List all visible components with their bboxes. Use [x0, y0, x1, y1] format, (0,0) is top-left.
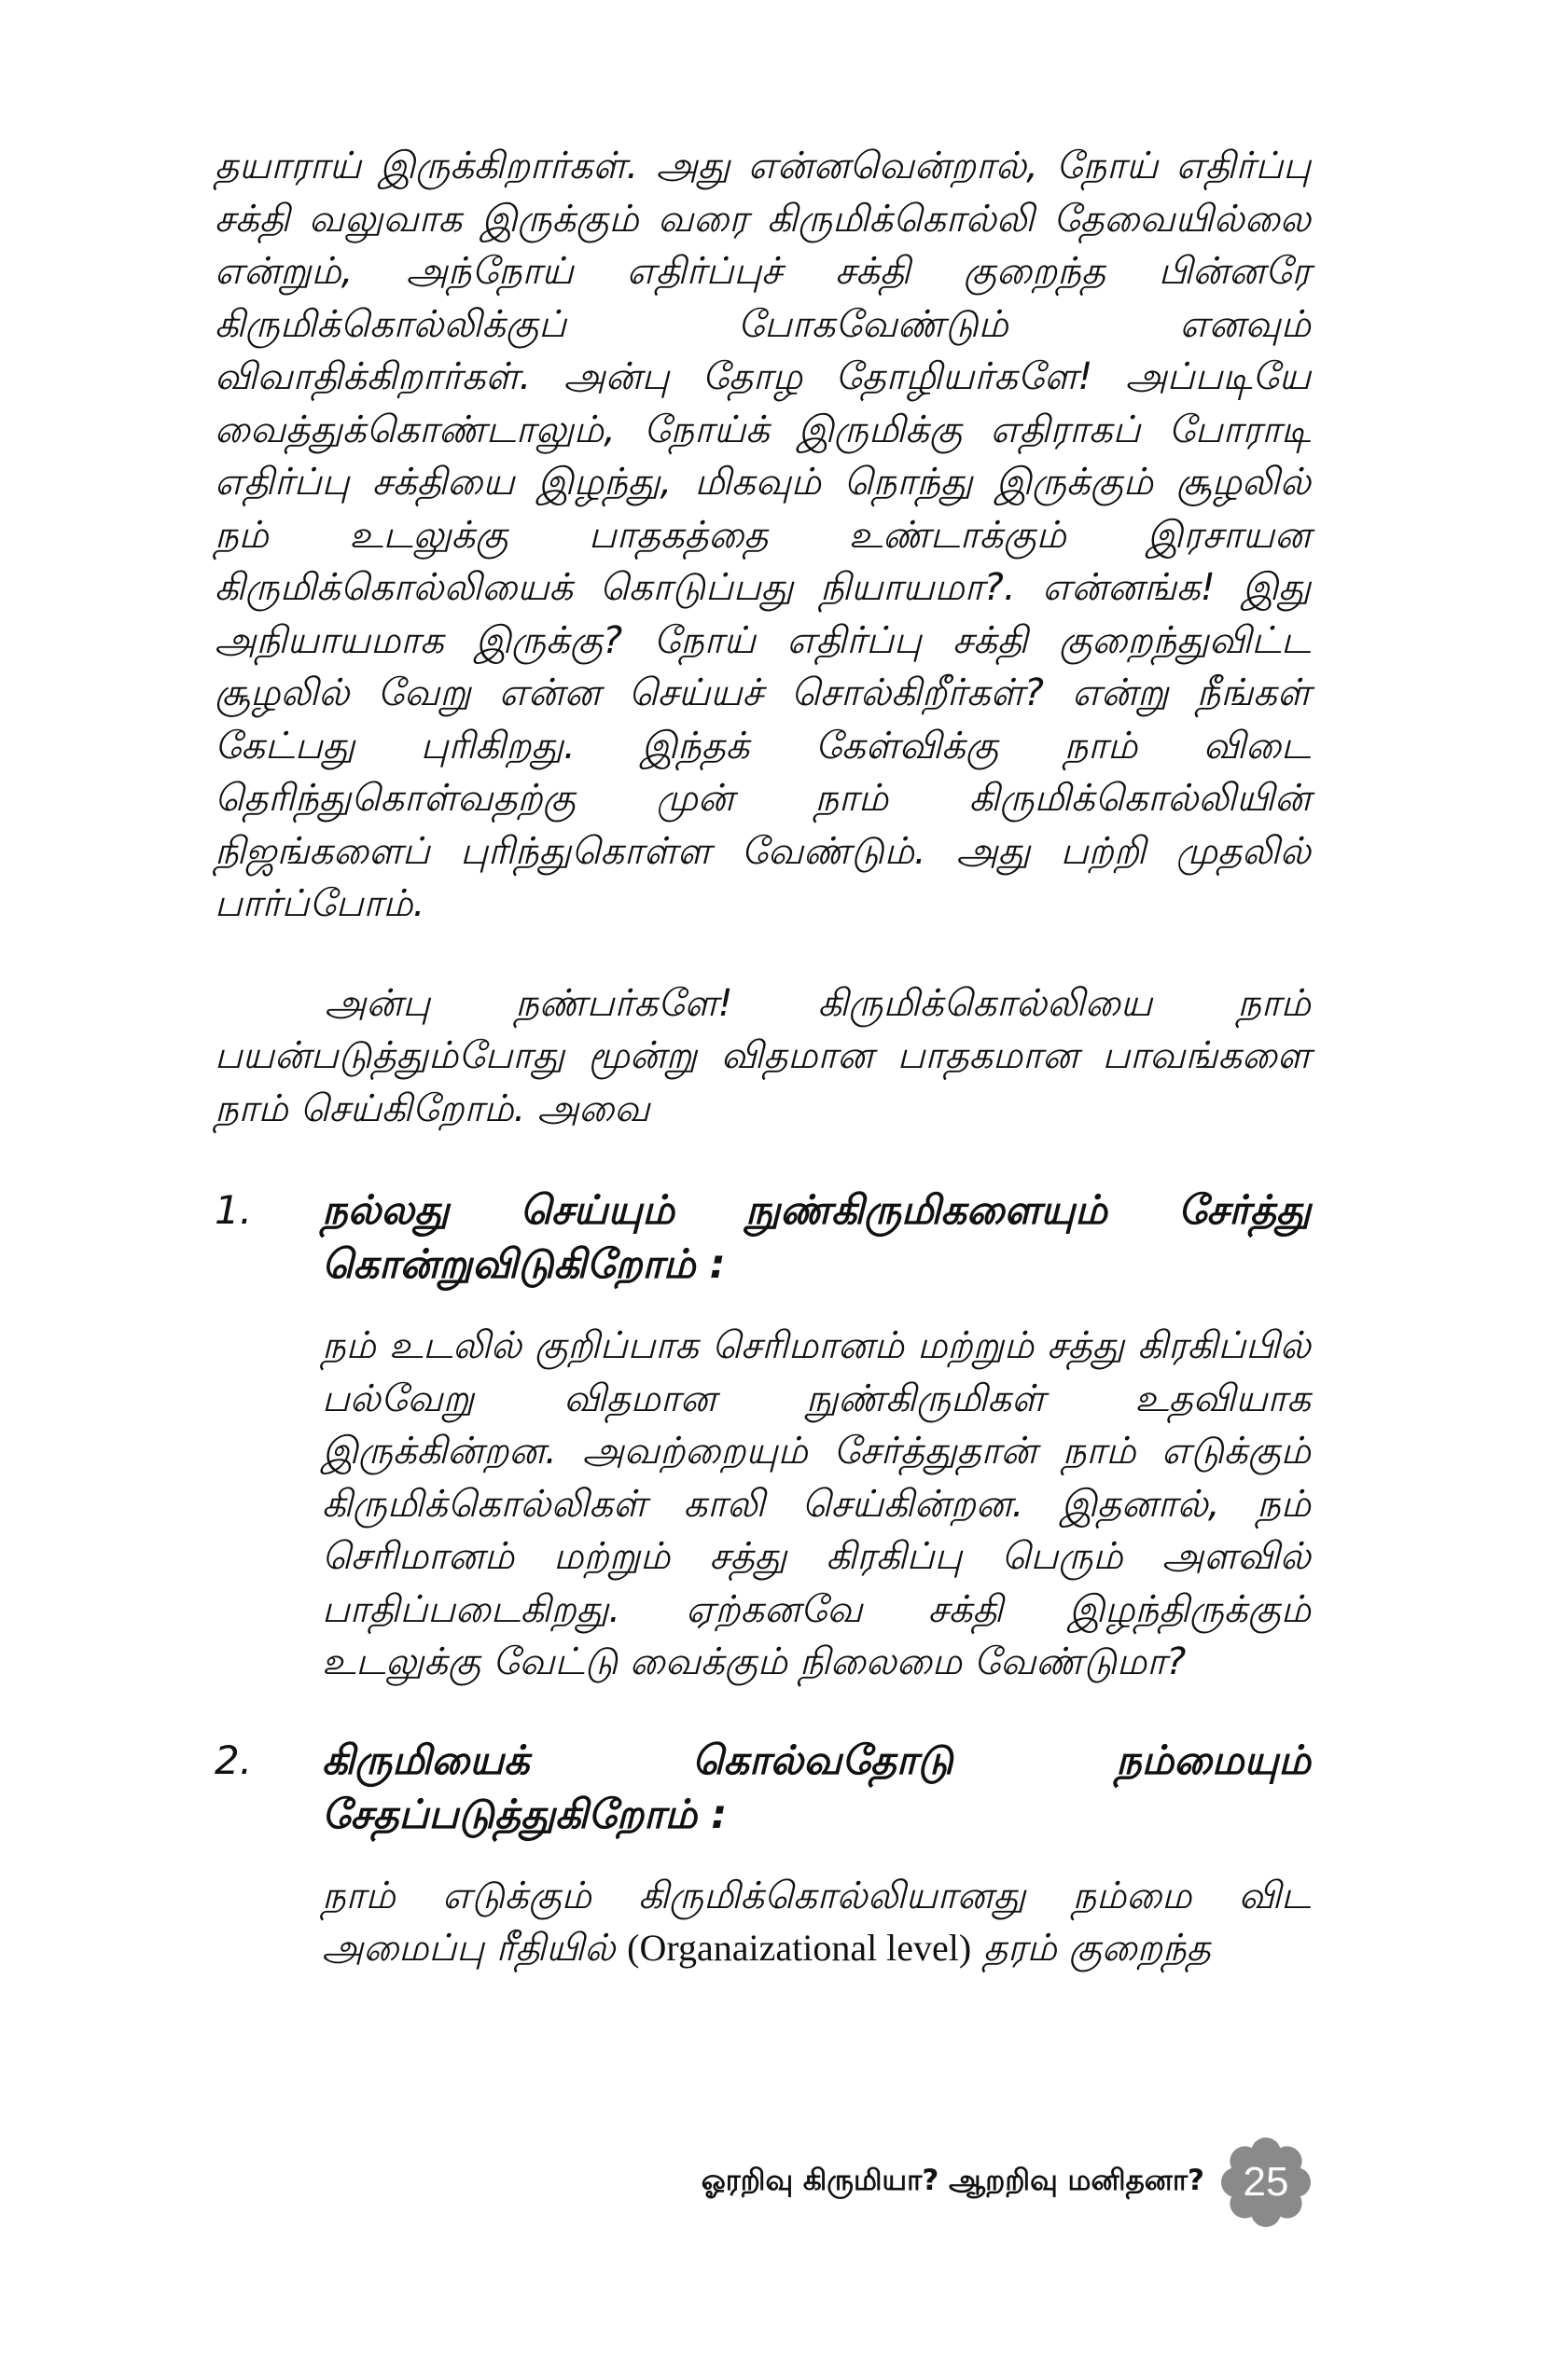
page-content — [215, 140, 1311, 1975]
page-number: 25 — [1243, 2159, 1289, 2205]
body-paragraph-2: அன்பு நண்பர்களே! கிருமிக்கொல்லியை நாம் பயன்படுத்தும்போது மூன்று விதமான பாதகமான பாவங்களை நாம் செய்கிறோம். அவை — [215, 981, 1311, 1130]
list-number-1: 1. — [215, 1187, 253, 1233]
list-number-2: 2. — [215, 1737, 253, 1783]
list-body-1: நம் உடலில் குறிப்பாக செரிமானம் மற்றும் சத்து கிரகிப்பில் பல்வேறு விதமான நுண்கிருமிகள் உதவியாக இருக்கின்றன. அவற்றையும் சேர்த்துதான் நாம் எடுக்கும் கிருமிக்கொல்லிகள் காலி செய்கின்றன. இதனால், நம் செரிமானம் மற்றும் சத்து கிரகிப்பு பெரும் அளவில் பாதிப்படைகிறது. ஏற்கனவே சக்தி இழந்திருக்கும் உடலுக்கு வேட்டு வைக்கும் நிலைமை வேண்டுமா? — [322, 1324, 1311, 1683]
list-body-2-text-end: தரம் குறைந்த — [971, 1927, 1211, 1970]
list-heading-2: கிருமியைக் கொல்வதோடு நம்மையும் சேதப்படுத்துகிறோம் : — [322, 1737, 1311, 1838]
book-title: ஓரறிவு கிருமியா? ஆறறிவு மனிதனா? — [701, 2164, 1204, 2197]
list-item-2 — [215, 1734, 1311, 1975]
list-body-2-text-start: நாம் எடுக்கும் கிருமிக்கொல்லியானது நம்மை விட அமைப்பு ரீதியில் — [322, 1874, 1311, 1970]
list-body-2-english-term: (Organaizational level) — [627, 1927, 972, 1969]
page-footer — [560, 2136, 1311, 2229]
page-number-badge — [1221, 2138, 1311, 2227]
list-heading-1: நல்லது செய்யும் நுண்கிருமிகளையும் சேர்த்து கொன்றுவிடுகிறோம் : — [322, 1187, 1311, 1288]
list-item-1 — [215, 1183, 1311, 1689]
list-body-2 — [322, 1870, 1311, 1975]
body-paragraph-1: தயாராய் இருக்கிறார்கள். அது என்னவென்றால், நோய் எதிர்ப்பு சக்தி வலுவாக இருக்கும் வரை கிருமிக்கொல்லி தேவையில்லை என்றும், அந்நோய் எதிர்ப்புச் சக்தி குறைந்த பின்னரே கிருமிக்கொல்லிக்குப் போகவேண்டும் எனவும் விவாதிக்கிறார்கள். அன்பு தோழ தோழியர்களே! அப்படியே வைத்துக்கொண்டாலும், நோய்க் இருமிக்கு எதிராகப் போராடி எதிர்ப்பு சக்தியை இழந்து, மிகவும் நொந்து இருக்கும் சூழலில் நம் உடலுக்கு பாதகத்தை உண்டாக்கும் இரசாயன கிருமிக்கொல்லியைக் கொடுப்பது நியாயமா?. என்னங்க! இது அநியாயமாக இருக்கு? நோய் எதிர்ப்பு சக்தி குறைந்துவிட்ட சூழலில் வேறு என்ன செய்யச் சொல்கிறீர்கள்? என்று நீங்கள் கேட்பது புரிகிறது. இந்தக் கேள்விக்கு நாம் விடை தெரிந்துகொள்வதற்கு முன் நாம் கிருமிக்கொல்லியின் நிஜங்களைப் புரிந்துகொள்ள வேண்டும். அது பற்றி முதலில் பார்ப்போம். — [215, 145, 1311, 925]
